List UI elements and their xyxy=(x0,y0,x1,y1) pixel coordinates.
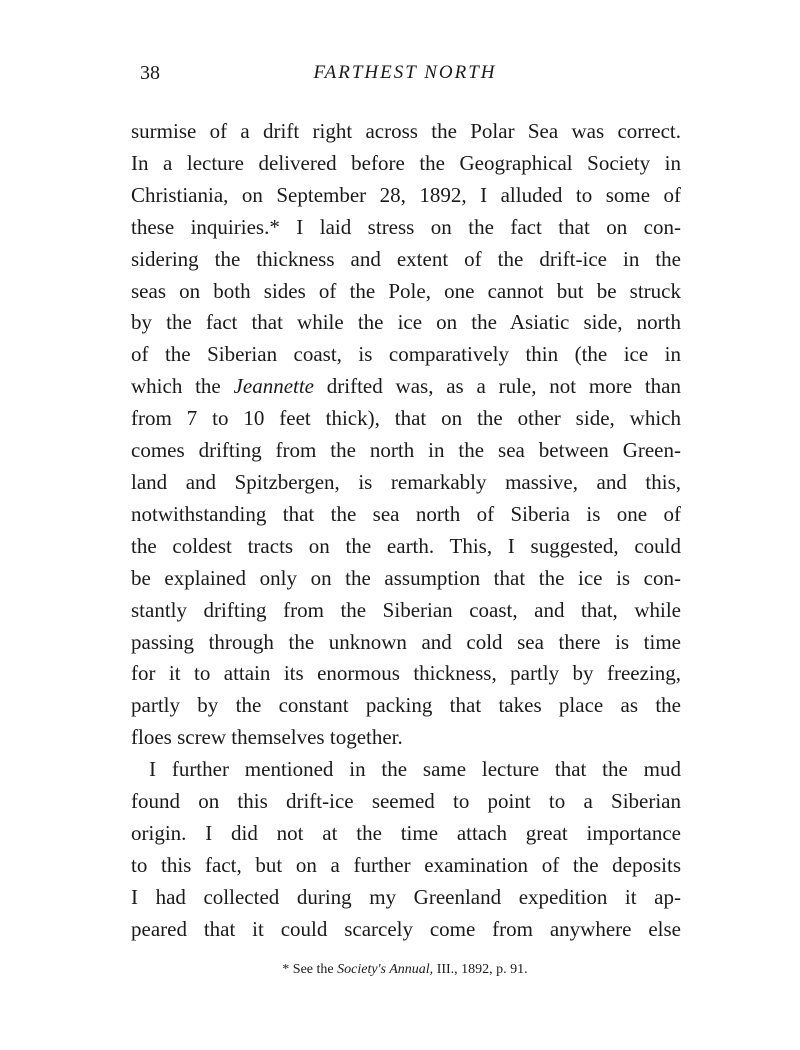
text-line: passing through the unknown and cold sea there is time xyxy=(131,629,681,654)
text-line: found on this drift-ice seemed to point to a Siberian xyxy=(131,789,681,814)
text-line: of the Siberian coast, is comparatively thin (the ice in xyxy=(131,342,681,367)
text-line: floes screw themselves together. xyxy=(131,725,403,750)
text-line: for it to attain its enormous thickness, partly by freezing, xyxy=(131,661,681,686)
page-number: 38 xyxy=(140,62,160,84)
footnote-publication: Society's Annual, xyxy=(337,962,434,977)
text-line: I further mentioned in the same lecture that the mud xyxy=(149,757,681,782)
text-line xyxy=(131,371,681,403)
body-text xyxy=(131,116,681,946)
running-title: FARTHEST NORTH xyxy=(313,62,497,83)
text-line: partly by the constant packing that takes place as the xyxy=(131,693,681,718)
text-line: peared that it could scarcely come from anywhere else xyxy=(131,916,681,941)
text-fragment: drifted was, as a rule, not more than xyxy=(314,374,681,399)
text-line: these inquiries.* I laid stress on the fact that on con- xyxy=(131,214,681,239)
text-fragment: which the xyxy=(131,374,234,399)
text-line: comes drifting from the north in the sea between Green- xyxy=(131,438,681,463)
text-line: surmise of a drift right across the Polar Sea was correct. xyxy=(131,119,681,143)
text-line: from 7 to 10 feet thick), that on the other side, which xyxy=(131,406,681,431)
footnote-prefix: * See the xyxy=(282,962,338,977)
text-line: by the fact that while the ice on the Asiatic side, north xyxy=(131,310,681,335)
text-line: to this fact, but on a further examination of the deposits xyxy=(131,852,681,877)
text-line: the coldest tracts on the earth. This, I suggested, could xyxy=(131,533,681,558)
text-line: I had collected during my Greenland expedition it ap- xyxy=(131,884,681,909)
footnote xyxy=(0,960,800,980)
text-line: stantly drifting from the Siberian coast, and that, while xyxy=(131,597,681,622)
text-line: seas on both sides of the Pole, one cannot but be struck xyxy=(131,278,681,303)
text-line: sidering the thickness and extent of the drift-ice in the xyxy=(131,246,681,271)
ship-name: Jeannette xyxy=(233,374,314,399)
footnote-suffix: III., 1892, p. 91. xyxy=(433,962,528,977)
text-line: land and Spitzbergen, is remarkably massive, and this, xyxy=(131,469,681,494)
text-line: notwithstanding that the sea north of Siberia is one of xyxy=(131,501,681,526)
text-line: origin. I did not at the time attach great importance xyxy=(131,820,681,845)
text-line: be explained only on the assumption that the ice is con- xyxy=(131,565,681,590)
text-line: Christiania, on September 28, 1892, I alluded to some of xyxy=(131,182,681,207)
text-line: In a lecture delivered before the Geographical Society in xyxy=(131,150,681,175)
